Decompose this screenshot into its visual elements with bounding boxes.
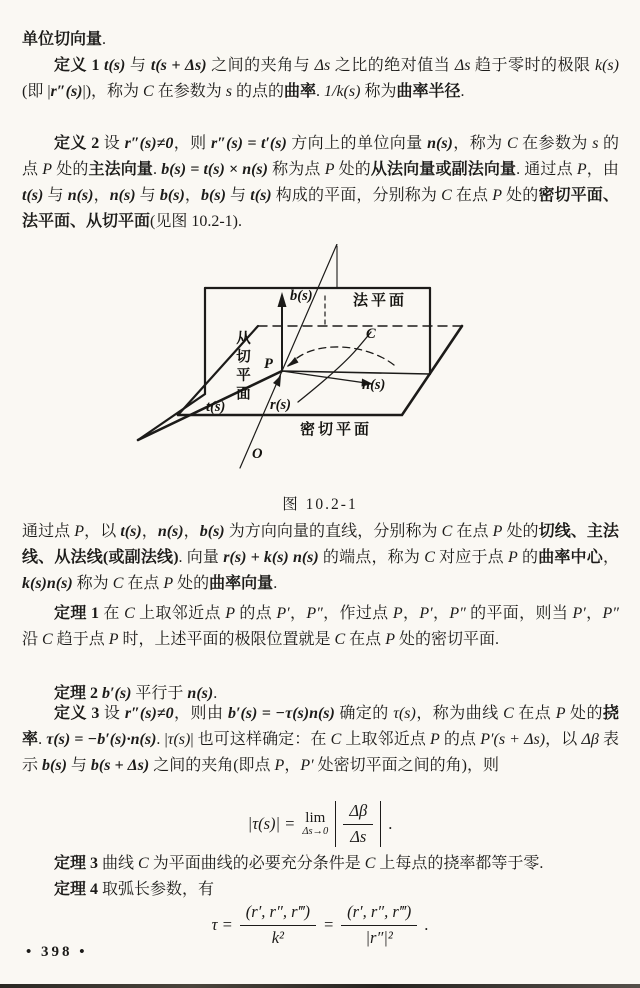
text-run: 与 bbox=[135, 187, 160, 204]
text-run: k(s) bbox=[594, 57, 619, 74]
text-run: b′(s) bbox=[102, 685, 132, 702]
text-run: t(s) bbox=[250, 187, 272, 204]
text-run: . 通过点 bbox=[516, 161, 577, 178]
text-run: 时，上述平面的极限位置就是 bbox=[118, 631, 335, 648]
text-run: b′(s) = −τ(s)n(s) bbox=[227, 705, 335, 722]
text-run: s bbox=[592, 135, 599, 152]
text-run: 在参数为 bbox=[517, 135, 593, 152]
text-run: 的点 bbox=[439, 731, 481, 748]
text-run: ，称为 bbox=[452, 135, 508, 152]
text-run: ， bbox=[184, 187, 202, 204]
text-run: t(s) bbox=[22, 187, 44, 204]
text-run: b(s) bbox=[159, 187, 185, 204]
text-run: 的端点，称为 bbox=[318, 549, 425, 566]
text-run: 取弧长参数，有 bbox=[98, 881, 215, 898]
formula-torsion-limit bbox=[0, 800, 640, 848]
text-run: C bbox=[441, 187, 452, 204]
text-run: r(s) + k(s) n(s) bbox=[223, 549, 319, 566]
text-run: C bbox=[507, 135, 518, 152]
text-run: n(s) bbox=[109, 187, 136, 204]
text-run: 与 bbox=[66, 757, 91, 774]
text-run: r″(s) bbox=[50, 83, 83, 100]
text-run: C bbox=[330, 731, 342, 748]
text-run: . bbox=[38, 731, 47, 748]
text-run: r″(s)≠0 bbox=[124, 705, 174, 722]
text-run: ， bbox=[602, 549, 619, 566]
text-run: 曲率 bbox=[283, 83, 316, 100]
formula-lhs: |τ(s)| = bbox=[247, 814, 296, 833]
text-run: C bbox=[143, 83, 154, 100]
text-run: P″ bbox=[449, 605, 466, 622]
label-origin-o: O bbox=[252, 446, 263, 462]
text-run: C bbox=[441, 523, 453, 540]
paragraph-definition-1 bbox=[22, 53, 619, 105]
fraction-2 bbox=[341, 902, 417, 948]
label-point-p: P bbox=[264, 356, 273, 372]
text-run: b(s) bbox=[42, 757, 67, 774]
text-run: 的点 bbox=[22, 135, 619, 178]
paragraph-definition-3 bbox=[22, 701, 619, 779]
text-run: ， bbox=[284, 757, 301, 774]
text-run: 的点 bbox=[234, 605, 277, 622]
text-run: b(s + Δs) bbox=[90, 757, 150, 774]
text-run: 上取邻近点 bbox=[341, 731, 431, 748]
paragraph-lines-through-p bbox=[22, 519, 619, 597]
text-run: P bbox=[163, 575, 174, 592]
text-run: b(s) bbox=[201, 187, 226, 204]
text-run: 方向上的单位向量 bbox=[286, 135, 428, 152]
text-run: P″ bbox=[306, 605, 323, 622]
text-run: τ(s) bbox=[393, 705, 416, 722]
text-run: 在点 bbox=[513, 705, 556, 722]
text-run: . | bbox=[156, 731, 168, 748]
text-run: ， bbox=[289, 605, 307, 622]
fraction-1 bbox=[240, 902, 316, 948]
text-run: 设 bbox=[99, 135, 125, 152]
fraction-2-numerator: (r′, r″, r‴) bbox=[341, 902, 417, 926]
lim-subscript: Δs→0 bbox=[302, 825, 329, 837]
label-curve-c: C bbox=[366, 326, 376, 342]
text-run: τ(s) = −b′(s)·n(s) bbox=[46, 731, 157, 748]
text-run: . bbox=[316, 83, 324, 100]
text-run: C bbox=[124, 605, 135, 622]
text-run: P bbox=[430, 731, 440, 748]
text-run: 为方向向量的直线，分别称为 bbox=[224, 523, 442, 540]
limit-operator bbox=[302, 811, 328, 838]
text-run: . bbox=[102, 31, 107, 48]
text-run: P bbox=[576, 161, 587, 178]
text-run: ，则 bbox=[173, 135, 212, 152]
text-run: 切线、主法线、从法线(或副法线) bbox=[22, 523, 619, 566]
text-run: 定理 4 bbox=[54, 881, 99, 898]
text-run: . bbox=[213, 685, 218, 702]
text-run: n(s) bbox=[427, 135, 453, 152]
paragraph-definition-2 bbox=[22, 131, 619, 235]
text-run: n(s) bbox=[157, 523, 184, 540]
text-run: 曲线 bbox=[98, 855, 139, 872]
paragraph-theorem-3 bbox=[22, 851, 619, 877]
text-run: 上取邻近点 bbox=[134, 605, 226, 622]
text-run: P bbox=[324, 161, 335, 178]
text-run: 与 bbox=[43, 187, 68, 204]
text-run: ， bbox=[402, 605, 420, 622]
text-run: 在点 bbox=[452, 523, 493, 540]
page-number: • 398 • bbox=[26, 944, 88, 960]
text-run: P bbox=[42, 161, 53, 178]
text-run: 趋于点 bbox=[52, 631, 109, 648]
text-run: 曲率中心 bbox=[538, 549, 603, 566]
text-run: 处的 bbox=[173, 575, 210, 592]
formula-torsion-expression bbox=[0, 898, 640, 952]
text-run: s bbox=[225, 83, 232, 100]
label-rectifying-plane: 从切平面 bbox=[234, 330, 250, 404]
text-run: ，则由 bbox=[173, 705, 228, 722]
text-run: 的点的 bbox=[231, 83, 284, 100]
text-run: 为平面曲线的必要充分条件是 bbox=[148, 855, 365, 872]
label-n-vector: n(s) bbox=[362, 377, 386, 393]
label-t-vector: t(s) bbox=[206, 399, 226, 415]
text-run: 定义 2 bbox=[54, 135, 100, 152]
text-run: 的平面，则当 bbox=[465, 605, 573, 622]
text-run: P bbox=[392, 605, 403, 622]
text-run: ，称为曲线 bbox=[415, 705, 504, 722]
text-run: C bbox=[42, 631, 53, 648]
figure-caption: 图 10.2-1 bbox=[282, 496, 358, 513]
text-run: 处的 bbox=[52, 161, 89, 178]
fraction-numerator: Δβ bbox=[343, 801, 373, 825]
text-run: 从法向量或副法向量 bbox=[370, 161, 517, 178]
text-run: Δs bbox=[314, 57, 331, 74]
formula-lhs: τ = bbox=[211, 915, 233, 934]
text-run: 1/k(s) bbox=[324, 83, 361, 100]
text-run: ，以 bbox=[84, 523, 121, 540]
text-run: C bbox=[364, 855, 376, 872]
text-run: 处的 bbox=[502, 187, 539, 204]
text-run: 处的 bbox=[502, 523, 539, 540]
label-r-vector: r(s) bbox=[270, 397, 291, 413]
text-run: 的 bbox=[517, 549, 539, 566]
text-run: ， bbox=[93, 187, 110, 204]
text-run: C bbox=[138, 855, 149, 872]
text-run: P′(s + Δs) bbox=[480, 731, 546, 748]
text-run: 称为 bbox=[360, 83, 397, 100]
fraction bbox=[343, 801, 373, 847]
figure-10-2-1 bbox=[110, 244, 580, 492]
text-run: n(s) bbox=[187, 685, 214, 702]
equals-sign: = bbox=[322, 915, 335, 934]
text-run: r″(s)≠0 bbox=[124, 135, 174, 152]
text-run: 平行于 bbox=[131, 685, 188, 702]
text-run: P′ bbox=[419, 605, 433, 622]
label-normal-plane: 法平面 bbox=[353, 293, 408, 309]
text-run: 沿 bbox=[22, 631, 43, 648]
text-run: P bbox=[225, 605, 235, 622]
lim-symbol: lim bbox=[305, 809, 326, 826]
text-run: P bbox=[555, 705, 566, 722]
text-run: 在点 bbox=[123, 575, 164, 592]
text-run: 处的 bbox=[565, 705, 603, 722]
text-run: 曲率半径 bbox=[396, 83, 461, 100]
paragraph-unit-tangent bbox=[22, 27, 619, 53]
text-run: C bbox=[503, 705, 514, 722]
text-run: P bbox=[74, 523, 85, 540]
text-run: 定理 2 bbox=[54, 685, 99, 702]
text-run: t(s) bbox=[120, 523, 142, 540]
text-run: t(s) bbox=[104, 57, 126, 74]
text-run: 与 bbox=[225, 187, 251, 204]
text-run: 上每点的挠率都等于零. bbox=[375, 855, 544, 872]
text-run: P bbox=[492, 523, 503, 540]
label-osculating-plane: 密切平面 bbox=[300, 422, 373, 438]
text-run: τ(s) bbox=[167, 731, 191, 748]
text-run: P′ bbox=[572, 605, 586, 622]
text-run: C bbox=[424, 549, 435, 566]
text-run: 确定的 bbox=[334, 705, 394, 722]
text-run: P′ bbox=[300, 757, 314, 774]
text-run: 处的 bbox=[334, 161, 371, 178]
text-run: P bbox=[108, 631, 119, 648]
text-run: 定理 3 bbox=[54, 855, 99, 872]
text-run: 曲率向量 bbox=[209, 575, 274, 592]
text-run: 称为 bbox=[72, 575, 113, 592]
text-run: P bbox=[274, 757, 285, 774]
text-run: 在参数为 bbox=[153, 83, 226, 100]
text-run: 趋于零时的极限 bbox=[470, 57, 595, 74]
text-run: |)，称为 bbox=[82, 83, 144, 100]
formula-period: . bbox=[424, 915, 429, 934]
text-run: C bbox=[334, 631, 346, 648]
text-run: . bbox=[153, 161, 162, 178]
text-run: 在 bbox=[99, 605, 125, 622]
text-run: ， bbox=[432, 605, 450, 622]
text-run: 构成的平面，分别称为 bbox=[271, 187, 442, 204]
formula-period: . bbox=[388, 814, 393, 833]
scan-edge-artifact bbox=[0, 984, 640, 988]
text-run: ， bbox=[183, 523, 200, 540]
text-run: r″(s) = t′(s) bbox=[211, 135, 287, 152]
text-run: 定理 1 bbox=[54, 605, 100, 622]
text-run: P bbox=[385, 631, 395, 648]
text-run: 挠率 bbox=[22, 705, 619, 748]
fraction-1-numerator: (r′, r″, r‴) bbox=[240, 902, 316, 926]
text-run: . bbox=[273, 575, 278, 592]
absolute-value-bars bbox=[335, 801, 381, 847]
text-run: b(s) bbox=[199, 523, 225, 540]
text-run: P bbox=[508, 549, 518, 566]
text-run: t(s + Δs) bbox=[150, 57, 207, 74]
text-run: P″ bbox=[602, 605, 619, 622]
text-run: P bbox=[492, 187, 503, 204]
text-run: 在点 bbox=[451, 187, 493, 204]
figure-line-art bbox=[110, 244, 580, 492]
text-run: . 向量 bbox=[178, 549, 224, 566]
text-run: (即 | bbox=[22, 83, 51, 100]
text-run: 之间的夹角(即点 bbox=[149, 757, 275, 774]
text-run: 定义 1 bbox=[54, 57, 100, 74]
text-run: C bbox=[112, 575, 124, 592]
paragraph-theorem-1 bbox=[22, 601, 619, 653]
text-run: | 也可这样确定：在 bbox=[190, 731, 331, 748]
text-run: P′ bbox=[276, 605, 290, 622]
text-run: . bbox=[460, 83, 465, 100]
text-run: ，由 bbox=[586, 161, 619, 178]
text-run: ，以 bbox=[545, 731, 582, 748]
text-run: 处的密切平面. bbox=[394, 631, 499, 648]
text-run: 通过点 bbox=[22, 523, 75, 540]
fraction-1-denominator: k² bbox=[271, 927, 284, 947]
text-run: 对应于点 bbox=[434, 549, 509, 566]
text-run: 设 bbox=[99, 705, 125, 722]
text-run: ， bbox=[141, 523, 158, 540]
text-run: n(s) bbox=[67, 187, 94, 204]
text-run: 表示 bbox=[22, 731, 619, 774]
text-run: 定义 3 bbox=[54, 705, 100, 722]
text-run: b(s) = t(s) × n(s) bbox=[161, 161, 268, 178]
text-run: Δs bbox=[454, 57, 471, 74]
text-run: ，作过点 bbox=[322, 605, 393, 622]
text-run: (见图 10.2-1). bbox=[150, 213, 243, 230]
text-run: 之比的绝对值当 bbox=[330, 57, 455, 74]
text-run: 处密切平面之间的角)，则 bbox=[313, 757, 499, 774]
text-run: Δβ bbox=[581, 731, 599, 748]
text-run: 在点 bbox=[345, 631, 386, 648]
text-run: 之间的夹角与 bbox=[206, 57, 315, 74]
text-run: 密切平面、法平面、从切平面 bbox=[22, 187, 619, 230]
text-run: ， bbox=[585, 605, 603, 622]
text-run: 与 bbox=[125, 57, 151, 74]
text-run: 单位切向量 bbox=[22, 31, 103, 48]
text-run: k(s)n(s) bbox=[22, 575, 73, 592]
text-run: 主法向量 bbox=[88, 161, 154, 178]
text-run: 称为点 bbox=[267, 161, 325, 178]
fraction-denominator: Δs bbox=[350, 826, 367, 846]
fraction-2-denominator: |r″|² bbox=[365, 927, 393, 947]
label-b-vector: b(s) bbox=[290, 288, 313, 304]
